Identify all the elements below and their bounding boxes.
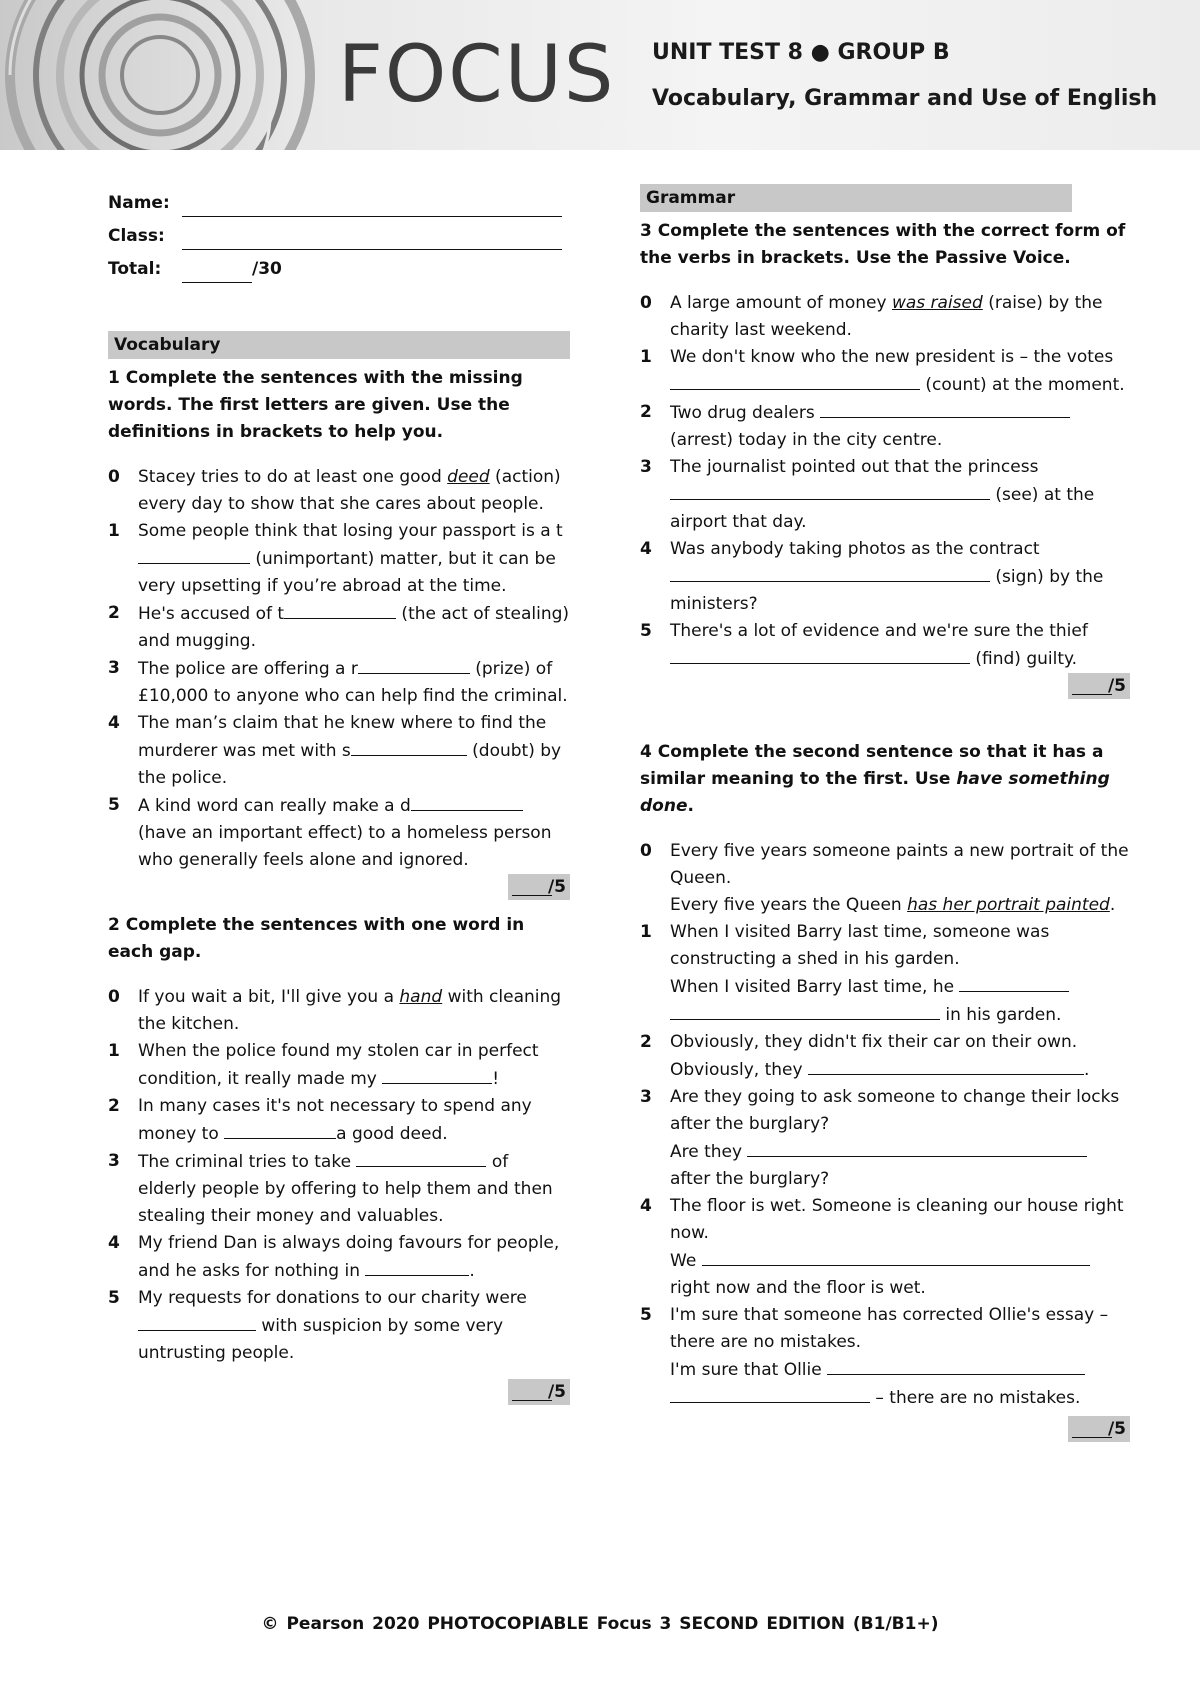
example-answer: deed	[447, 467, 490, 487]
example-answer: hand	[399, 987, 443, 1007]
total-field	[108, 250, 570, 283]
answer-gap[interactable]	[138, 1312, 256, 1331]
list-item: 4 The man’s claim that he knew where to find the murderer was met with s (doubt) by the police.	[108, 713, 562, 788]
exercise-2-instruction: 2 Complete the sentences with one word in each gap.	[108, 915, 525, 962]
answer-gap[interactable]	[356, 1148, 486, 1167]
vocabulary-section-title: Vocabulary	[108, 331, 570, 359]
answer-gap[interactable]	[358, 655, 470, 674]
list-item: 5 My requests for donations to our charity were with suspicion by some very untrusting people.	[108, 1288, 527, 1363]
class-label: Class:	[108, 226, 165, 246]
list-item: 1 When I visited Barry last time, someone was constructing a shed in his garden. When I visited Barry last time, he in his garden.	[640, 919, 1130, 1029]
list-item: 5 I'm sure that someone has corrected Ollie's essay – there are no mistakes. I'm sure that Ollie – there are no mistakes.	[640, 1305, 1109, 1408]
page-header	[0, 0, 1200, 150]
exercise-3-list	[640, 290, 1130, 673]
grammar-section-title: Grammar	[640, 184, 1072, 212]
answer-gap[interactable]	[670, 645, 970, 664]
list-item: 2 He's accused of t (the act of stealing) and mugging.	[108, 600, 570, 655]
answer-gap[interactable]	[411, 792, 523, 811]
example-answer: has her portrait painted	[907, 895, 1110, 915]
list-item: 5 There's a lot of evidence and we're sure the thief (find) guilty.	[640, 621, 1088, 669]
name-label: Name:	[108, 193, 170, 213]
list-item: 0 Stacey tries to do at least one good deed (action) every day to show that she cares about people.	[108, 467, 561, 514]
exercise-4-list	[640, 838, 1130, 1412]
answer-gap[interactable]	[365, 1257, 469, 1276]
right-column	[640, 184, 1130, 1444]
answer-gap[interactable]	[820, 399, 1070, 418]
list-item: 1 When the police found my stolen car in perfect condition, it really made my !	[108, 1041, 539, 1089]
list-item: 2 Obviously, they didn't fix their car on their own. Obviously, they .	[640, 1032, 1090, 1080]
exercise-3-instruction: 3 Complete the sentences with the correct form of the verbs in brackets. Use the Passive Voice.	[640, 221, 1126, 268]
answer-gap[interactable]	[670, 1001, 940, 1020]
left-column	[108, 184, 570, 1407]
exercise-1-instruction: 1 Complete the sentences with the missing words. The first letters are given. Use the definitions in brackets to help you.	[108, 368, 523, 442]
name-field	[108, 184, 570, 217]
list-item: 0 A large amount of money was raised (raise) by the charity last weekend.	[640, 293, 1103, 340]
exercise-4-score[interactable]: /5	[1068, 1416, 1130, 1442]
list-item: 0 Every five years someone paints a new portrait of the Queen. Every five years the Queen has her portrait painted.	[640, 841, 1129, 915]
list-item: 4 My friend Dan is always doing favours for people, and he asks for nothing in .	[108, 1233, 560, 1281]
exercise-3-score[interactable]: /5	[1068, 673, 1130, 699]
answer-gap[interactable]	[808, 1056, 1084, 1075]
list-item: 2 Two drug dealers (arrest) today in the city centre.	[640, 399, 1130, 454]
answer-gap[interactable]	[827, 1356, 1085, 1375]
answer-gap[interactable]	[224, 1120, 336, 1139]
answer-gap[interactable]	[670, 563, 990, 582]
answer-gap[interactable]	[138, 545, 250, 564]
unit-subtitle: Vocabulary, Grammar and Use of English	[652, 86, 1158, 111]
total-label: Total:	[108, 259, 162, 279]
list-item: 4 Was anybody taking photos as the contract (sign) by the ministers?	[640, 539, 1104, 614]
answer-gap[interactable]	[670, 371, 920, 390]
list-item: 3 The police are offering a r (prize) of £10,000 to anyone who can help find the criminal.	[108, 655, 570, 710]
swirl-graphic-icon	[0, 0, 340, 150]
list-item: 1 We don't know who the new president is – the votes (count) at the moment.	[640, 347, 1125, 395]
page-footer: © Pearson 2020 PHOTOCOPIABLE Focus 3 SECOND EDITION (B1/B1+)	[261, 1614, 939, 1634]
list-item: 4 The floor is wet. Someone is cleaning our house right now. We right now and the floor is wet.	[640, 1196, 1124, 1298]
answer-gap[interactable]	[351, 737, 467, 756]
class-field	[108, 217, 570, 250]
answer-gap[interactable]	[284, 600, 396, 619]
list-item: 2 In many cases it's not necessary to spend any money to a good deed.	[108, 1096, 532, 1144]
answer-gap[interactable]	[382, 1065, 492, 1084]
answer-gap[interactable]	[702, 1247, 1090, 1266]
answer-gap[interactable]	[959, 973, 1069, 992]
exercise-2-score[interactable]: /5	[508, 1379, 570, 1405]
exercise-1-score[interactable]: /5	[508, 874, 570, 900]
exercise-2-list	[108, 984, 570, 1367]
exercise-1-list	[108, 464, 570, 874]
answer-gap[interactable]	[670, 481, 990, 500]
unit-title: UNIT TEST 8 ● GROUP B	[652, 40, 950, 65]
answer-gap[interactable]	[747, 1138, 1087, 1157]
list-item: 1 Some people think that losing your passport is a t (unimportant) matter, but it can be very upsetting if you’re abroad at the time.	[108, 521, 563, 596]
total-max: /30	[252, 259, 282, 279]
list-item: 3 Are they going to ask someone to change their locks after the burglary? Are they after the burglary?	[640, 1087, 1120, 1189]
total-input[interactable]	[182, 262, 252, 283]
name-input[interactable]	[182, 194, 562, 217]
answer-gap[interactable]	[670, 1384, 870, 1403]
example-answer: was raised	[891, 293, 983, 313]
list-item: 0 If you wait a bit, I'll give you a hand with cleaning the kitchen.	[108, 987, 562, 1034]
list-item: 5 A kind word can really make a d (have an important effect) to a homeless person who generally feels alone and ignored.	[108, 792, 570, 874]
exercise-4-instruction: 4 Complete the second sentence so that it has a similar meaning to the first. Use have something done.	[640, 742, 1110, 816]
focus-logo: FOCUS	[338, 30, 616, 120]
class-input[interactable]	[182, 227, 562, 250]
list-item: 3 The journalist pointed out that the princess (see) at the airport that day.	[640, 457, 1095, 532]
list-item: 3 The criminal tries to take of elderly people by offering to help them and then stealing their money and valuables.	[108, 1148, 570, 1230]
